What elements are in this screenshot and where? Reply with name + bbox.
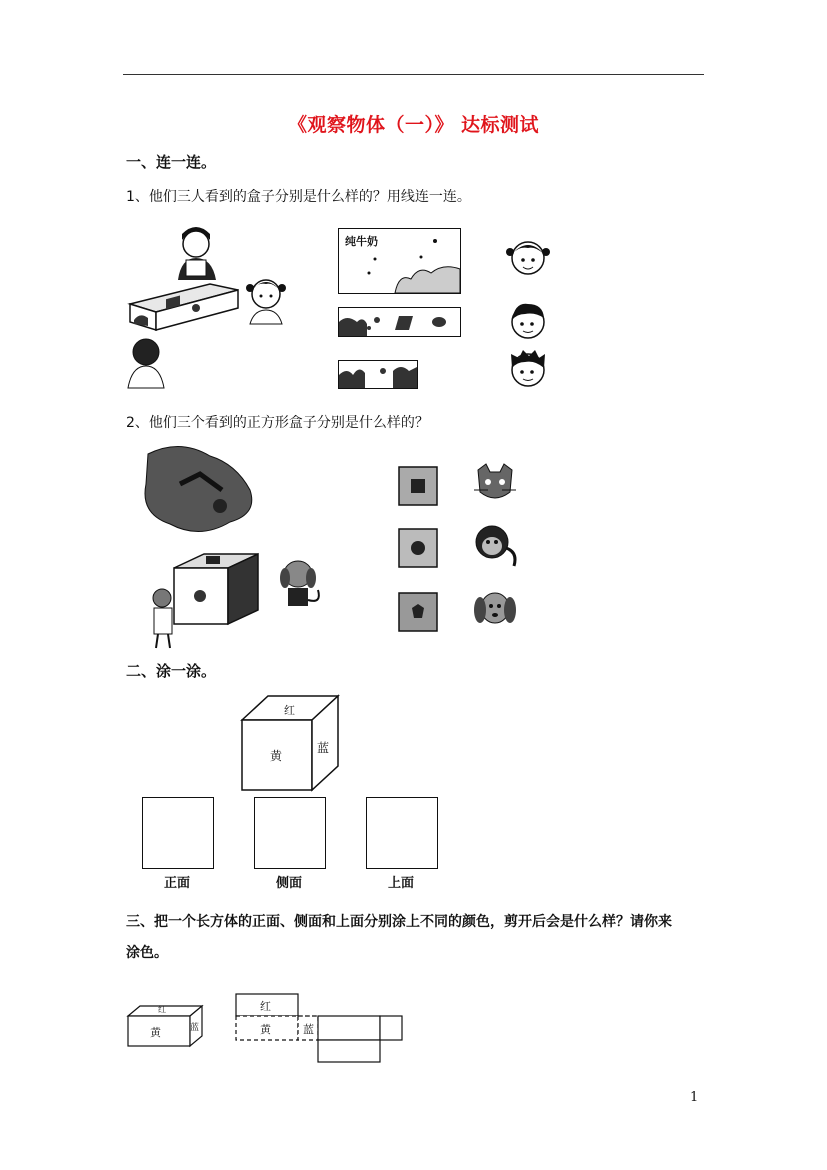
box-view-top xyxy=(338,228,461,294)
cube-face-view-3 xyxy=(398,592,438,632)
section-1-heading: 一、连一连。 xyxy=(126,153,217,171)
box-view-side xyxy=(338,360,418,389)
section-3-heading: 三、把一个长方体的正面、侧面和上面分别涂上不同的颜色，剪开后会是什么样？请你来 xyxy=(126,914,672,930)
net-top-label: 红 xyxy=(260,1000,271,1013)
net-side-label: 蓝 xyxy=(303,1023,314,1036)
dog-head-icon xyxy=(470,588,520,632)
monkey-head-icon xyxy=(470,522,520,568)
question-1: 1、他们三人看到的盒子分别是什么样的？用线连一连。 xyxy=(126,189,471,205)
top-view-box[interactable] xyxy=(366,797,438,869)
milk-label: 纯牛奶 xyxy=(345,235,378,248)
box-top-decoration xyxy=(339,229,460,293)
cube-side-label: 蓝 xyxy=(317,741,330,755)
net-front-label: 黄 xyxy=(260,1023,271,1036)
page-title: 《观察物体（一）》 达标测试 xyxy=(287,114,540,136)
dog-illustration xyxy=(278,556,338,616)
cuboid-front-label: 黄 xyxy=(150,1026,161,1039)
cuboid-side-label: 蓝 xyxy=(190,1023,200,1033)
cat-head-icon xyxy=(470,462,520,504)
top-view-caption: 上面 xyxy=(388,876,415,891)
front-view-box[interactable] xyxy=(142,797,214,869)
boy-head-icon-2 xyxy=(505,348,551,390)
box-front-decoration xyxy=(339,308,460,336)
section-3-heading-cont: 涂色。 xyxy=(126,945,168,961)
front-view-caption: 正面 xyxy=(164,876,191,891)
cube-face-view-2 xyxy=(398,528,438,568)
q2-scene-illustration xyxy=(140,444,270,652)
cube-top-label: 红 xyxy=(284,704,295,717)
box-side-decoration xyxy=(339,361,417,388)
cuboid-top-label: 红 xyxy=(158,1005,166,1014)
cube-front-label: 黄 xyxy=(270,749,283,763)
girl-head-icon xyxy=(505,236,551,278)
boy-head-icon-1 xyxy=(505,300,551,342)
q1-scene-illustration xyxy=(126,222,306,390)
box-view-front xyxy=(338,307,461,337)
side-view-box[interactable] xyxy=(254,797,326,869)
side-view-caption: 侧面 xyxy=(276,876,303,891)
section-2-heading: 二、涂一涂。 xyxy=(126,662,217,680)
header-rule xyxy=(123,74,704,75)
question-2: 2、他们三个看到的正方形盒子分别是什么样的？ xyxy=(126,415,429,431)
cube-face-view-1 xyxy=(398,466,438,506)
page-number: 1 xyxy=(690,1090,699,1105)
